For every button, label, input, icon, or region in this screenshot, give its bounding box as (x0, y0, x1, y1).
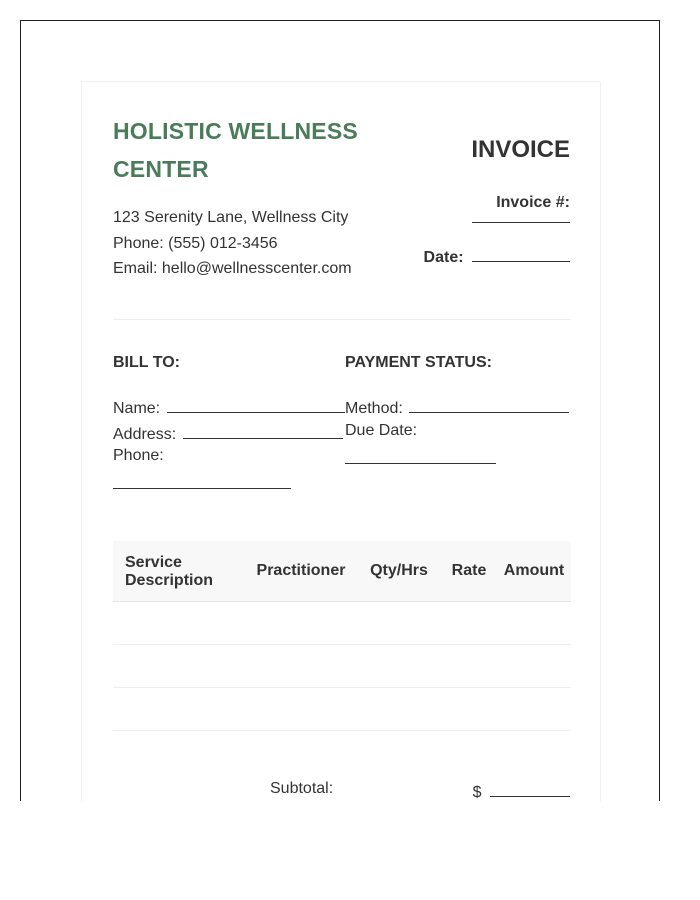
payment-method-line (409, 396, 569, 413)
subtotal-value-row (473, 780, 570, 801)
due-date-line (345, 463, 496, 464)
column-header-rate: Rate (441, 541, 497, 602)
invoice-number-line (472, 222, 570, 223)
column-header-amount: Amount (497, 541, 571, 602)
column-header-service: Service Description (113, 541, 245, 602)
invoice-date-label: Date: (423, 249, 464, 266)
payment-method-label: Method: (345, 400, 403, 417)
company-phone: Phone: (555) 012-3456 (113, 235, 278, 252)
company-email: Email: hello@wellnesscenter.com (113, 260, 352, 277)
bill-to-name-row (113, 396, 345, 418)
bill-to-address-line (183, 422, 343, 439)
table-row (113, 602, 571, 645)
table-row (113, 688, 571, 731)
table-header-row (113, 541, 571, 602)
payment-status-heading: PAYMENT STATUS: (345, 354, 492, 371)
invoice-sheet (81, 81, 601, 801)
company-name: HOLISTIC WELLNESS CENTER (113, 118, 358, 182)
company-address: 123 Serenity Lane, Wellness City (113, 209, 349, 226)
column-header-qty: Qty/Hrs (357, 541, 441, 602)
bill-to-name-line (167, 396, 345, 413)
invoice-number-label: Invoice #: (496, 194, 570, 211)
bill-to-phone-line (113, 488, 291, 489)
currency-symbol: $ (472, 784, 482, 801)
due-date-label: Due Date: (345, 422, 418, 439)
invoice-date-row (424, 245, 570, 267)
table-row (113, 645, 571, 688)
invoice-title: INVOICE (471, 136, 570, 163)
bill-to-address-row (113, 422, 343, 444)
subtotal-label: Subtotal: (270, 780, 334, 797)
bill-to-name-label: Name: (113, 400, 161, 417)
subtotal-line (490, 780, 570, 797)
bill-to-phone-label: Phone: (113, 447, 164, 464)
payment-method-row (345, 396, 569, 418)
invoice-date-line (472, 245, 570, 262)
bill-to-heading: BILL TO: (113, 354, 180, 371)
bill-to-address-label: Address: (113, 426, 177, 443)
services-table (113, 541, 571, 731)
column-header-practitioner: Practitioner (245, 541, 357, 602)
header-divider (113, 319, 571, 320)
page-frame (20, 20, 660, 801)
